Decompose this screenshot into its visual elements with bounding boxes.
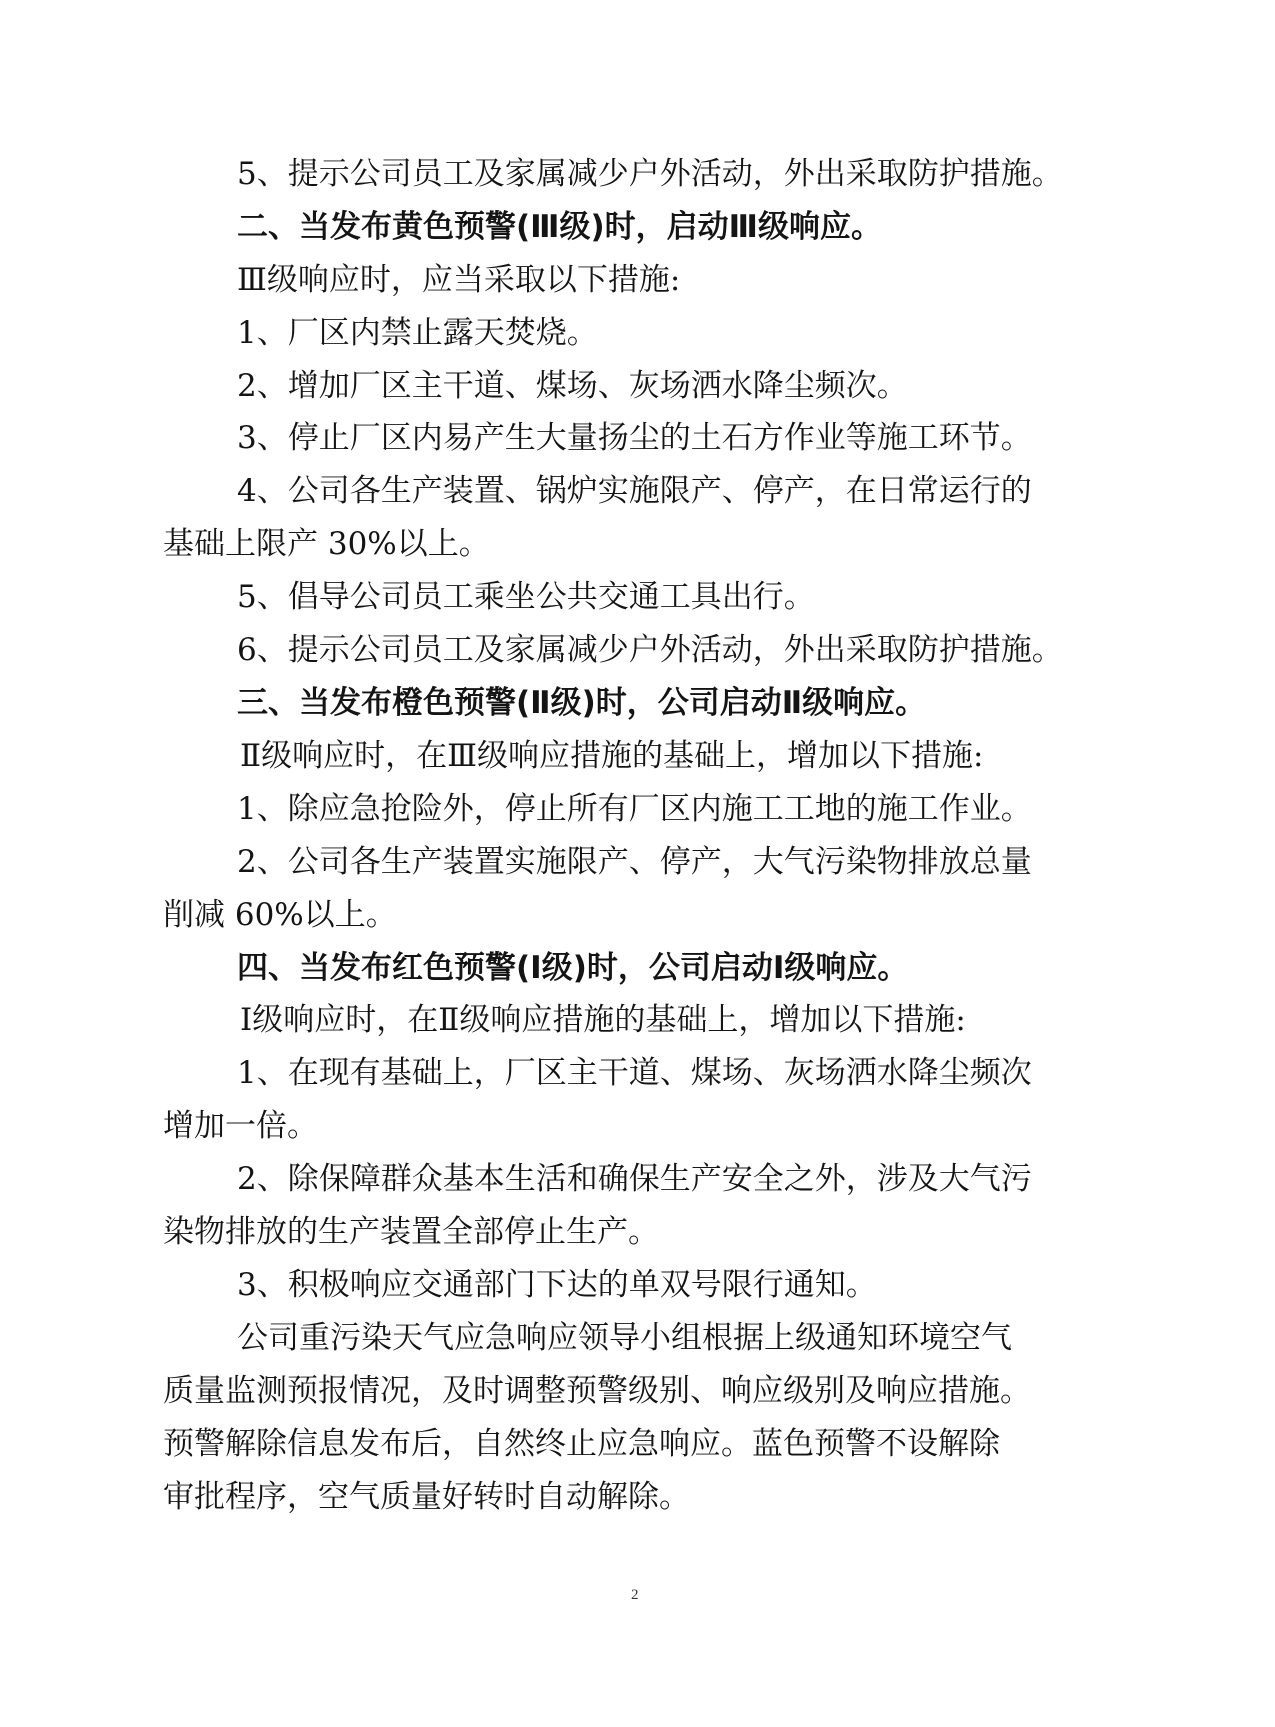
- section-heading-yellow: 二、当发布黄色预警(Ⅲ级)时，启动Ⅲ级响应。: [237, 209, 882, 245]
- list-item: 2、增加厂区主干道、煤场、灰场洒水降尘频次。: [237, 368, 908, 404]
- section-heading-orange: 三、当发布橙色预警(Ⅱ级)时，公司启动Ⅱ级响应。: [237, 685, 927, 721]
- list-item: 2、除保障群众基本生活和确保生产安全之外，涉及大气污: [237, 1161, 1032, 1197]
- list-item: 6、提示公司员工及家属减少户外活动，外出采取防护措施。: [237, 632, 1063, 668]
- paragraph-line: 质量监测预报情况，及时调整预警级别、响应级别及响应措施。: [163, 1373, 1031, 1409]
- list-item-continuation: 削减 60%以上。: [163, 897, 397, 933]
- section-heading-red: 四、当发布红色预警(Ⅰ级)时，公司启动Ⅰ级响应。: [237, 950, 909, 986]
- list-item-continuation: 染物排放的生产装置全部停止生产。: [163, 1214, 659, 1250]
- paragraph-line: 5、提示公司员工及家属减少户外活动，外出采取防护措施。: [237, 156, 1063, 192]
- paragraph-line: 公司重污染天气应急响应领导小组根据上级通知环境空气: [237, 1320, 1012, 1356]
- paragraph-line: Ⅱ级响应时，在Ⅲ级响应措施的基础上，增加以下措施:: [240, 738, 984, 774]
- paragraph-line: 审批程序，空气质量好转时自动解除。: [163, 1479, 690, 1515]
- paragraph-line: 预警解除信息发布后，自然终止应急响应。蓝色预警不设解除: [163, 1426, 1000, 1462]
- list-item: 2、公司各生产装置实施限产、停产，大气污染物排放总量: [237, 844, 1032, 880]
- list-item: 1、在现有基础上，厂区主干道、煤场、灰场洒水降尘频次: [237, 1055, 1032, 1091]
- page-number: 2: [631, 1587, 639, 1603]
- list-item: 4、公司各生产装置、锅炉实施限产、停产，在日常运行的: [237, 473, 1032, 509]
- list-item-continuation: 基础上限产 30%以上。: [163, 526, 490, 562]
- list-item-continuation: 增加一倍。: [163, 1108, 318, 1144]
- list-item: 3、积极响应交通部门下达的单双号限行通知。: [237, 1267, 877, 1303]
- paragraph-line: Ⅲ级响应时，应当采取以下措施:: [237, 262, 681, 298]
- list-item: 1、除应急抢险外，停止所有厂区内施工工地的施工作业。: [237, 791, 1032, 827]
- paragraph-line: Ⅰ级响应时，在Ⅱ级响应措施的基础上，增加以下措施:: [240, 1002, 966, 1038]
- list-item: 3、停止厂区内易产生大量扬尘的土石方作业等施工环节。: [237, 420, 1032, 456]
- list-item: 1、厂区内禁止露天焚烧。: [237, 315, 598, 351]
- list-item: 5、倡导公司员工乘坐公共交通工具出行。: [237, 579, 815, 615]
